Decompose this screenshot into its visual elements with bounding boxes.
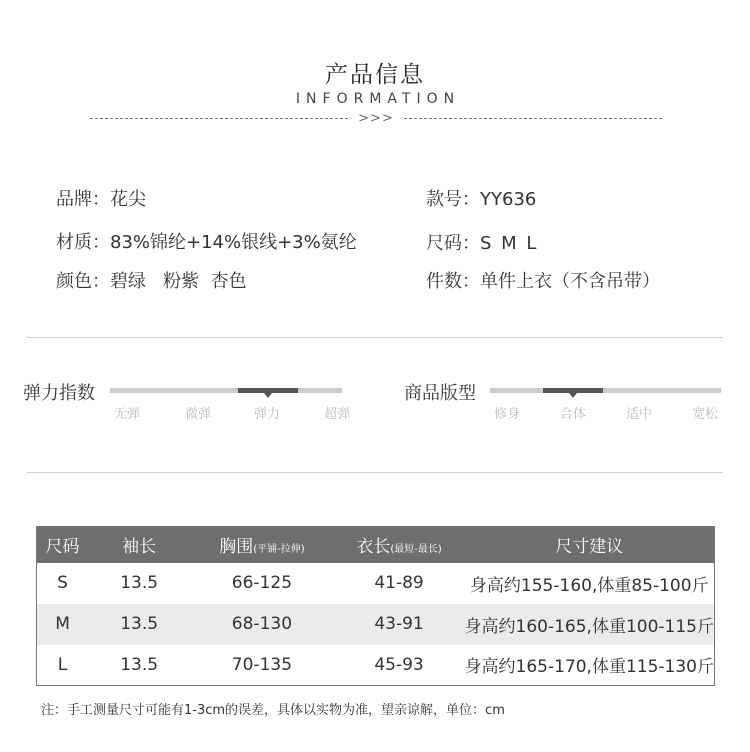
section-divider-bottom (27, 472, 723, 473)
header-chest-note: (平铺-拉伸) (253, 544, 305, 556)
divider-dash-left (90, 118, 348, 119)
fit-tick: 修身 (493, 407, 521, 422)
divider-arrows: >>> (358, 110, 394, 126)
header-length-label: 衣长 (356, 537, 391, 558)
fit-pointer-icon (569, 393, 577, 398)
header-size: 尺码 (37, 527, 89, 563)
cell-sleeve: 13.5 (120, 573, 159, 593)
page-title: 产品信息 (325, 62, 425, 88)
cell-size: M (37, 604, 89, 645)
info-brand: 品牌：花尖 (56, 189, 146, 210)
cell-length: 41-89 (374, 573, 424, 593)
header-advice: 尺寸建议 (465, 527, 715, 563)
size-table (36, 526, 715, 686)
cell-chest: 70-135 (231, 654, 293, 675)
fit-tick-selected: 合体 (559, 407, 587, 422)
divider-dash-right (404, 118, 662, 119)
info-colors: 颜色：碧绿 粉紫 杏色 (56, 271, 247, 292)
section-divider-top (27, 337, 723, 338)
info-pieces: 件数：单件上衣（不含吊带） (426, 271, 660, 292)
info-style-no: 款号：YY636 (426, 189, 537, 210)
cell-length: 43-91 (334, 604, 465, 645)
fit-tick: 宽松 (691, 407, 719, 422)
table-row (37, 563, 715, 604)
fit-label: 商品版型 (404, 383, 476, 404)
elasticity-label: 弹力指数 (23, 383, 95, 404)
size-table-header (37, 527, 715, 563)
elasticity-track (110, 388, 342, 393)
cell-advice: 身高约155-160,体重85-100斤 (469, 575, 709, 596)
cell-chest: 66-125 (231, 573, 293, 593)
table-row (37, 645, 715, 686)
elasticity-pointer-icon (264, 393, 272, 398)
elasticity-tick: 无弹 (113, 407, 141, 422)
measurement-note: 注：手工测量尺寸可能有1-3cm的误差，具体以实物为准，望亲谅解，单位：cm (41, 703, 505, 718)
elasticity-tick: 微弹 (184, 407, 212, 422)
elasticity-tick-selected: 弹力 (253, 407, 281, 422)
cell-advice: 身高约165-170,体重115-130斤 (464, 657, 714, 678)
table-row (37, 604, 715, 645)
cell-size: L (57, 654, 68, 675)
header-length-note: (最短-最长) (390, 544, 442, 556)
fit-track (490, 388, 721, 393)
title-divider (90, 108, 662, 128)
cell-size: S (57, 573, 68, 593)
header-chest (190, 527, 333, 563)
info-material: 材质：83%锦纶+14%银线+3%氨纶 (56, 232, 357, 253)
header-chest-label: 胸围 (219, 537, 254, 558)
info-sizes: 尺码：S M L (426, 233, 537, 254)
cell-length: 45-93 (374, 654, 424, 675)
fit-tick: 适中 (625, 407, 653, 422)
header-length (334, 527, 465, 563)
cell-advice: 身高约160-165,体重100-115斤 (465, 604, 715, 645)
cell-sleeve: 13.5 (120, 654, 159, 675)
elasticity-tick: 超弹 (323, 407, 351, 422)
cell-chest: 68-130 (190, 604, 333, 645)
header-sleeve: 袖长 (88, 527, 190, 563)
page-subtitle: INFORMATION (295, 91, 461, 107)
cell-sleeve: 13.5 (88, 604, 190, 645)
